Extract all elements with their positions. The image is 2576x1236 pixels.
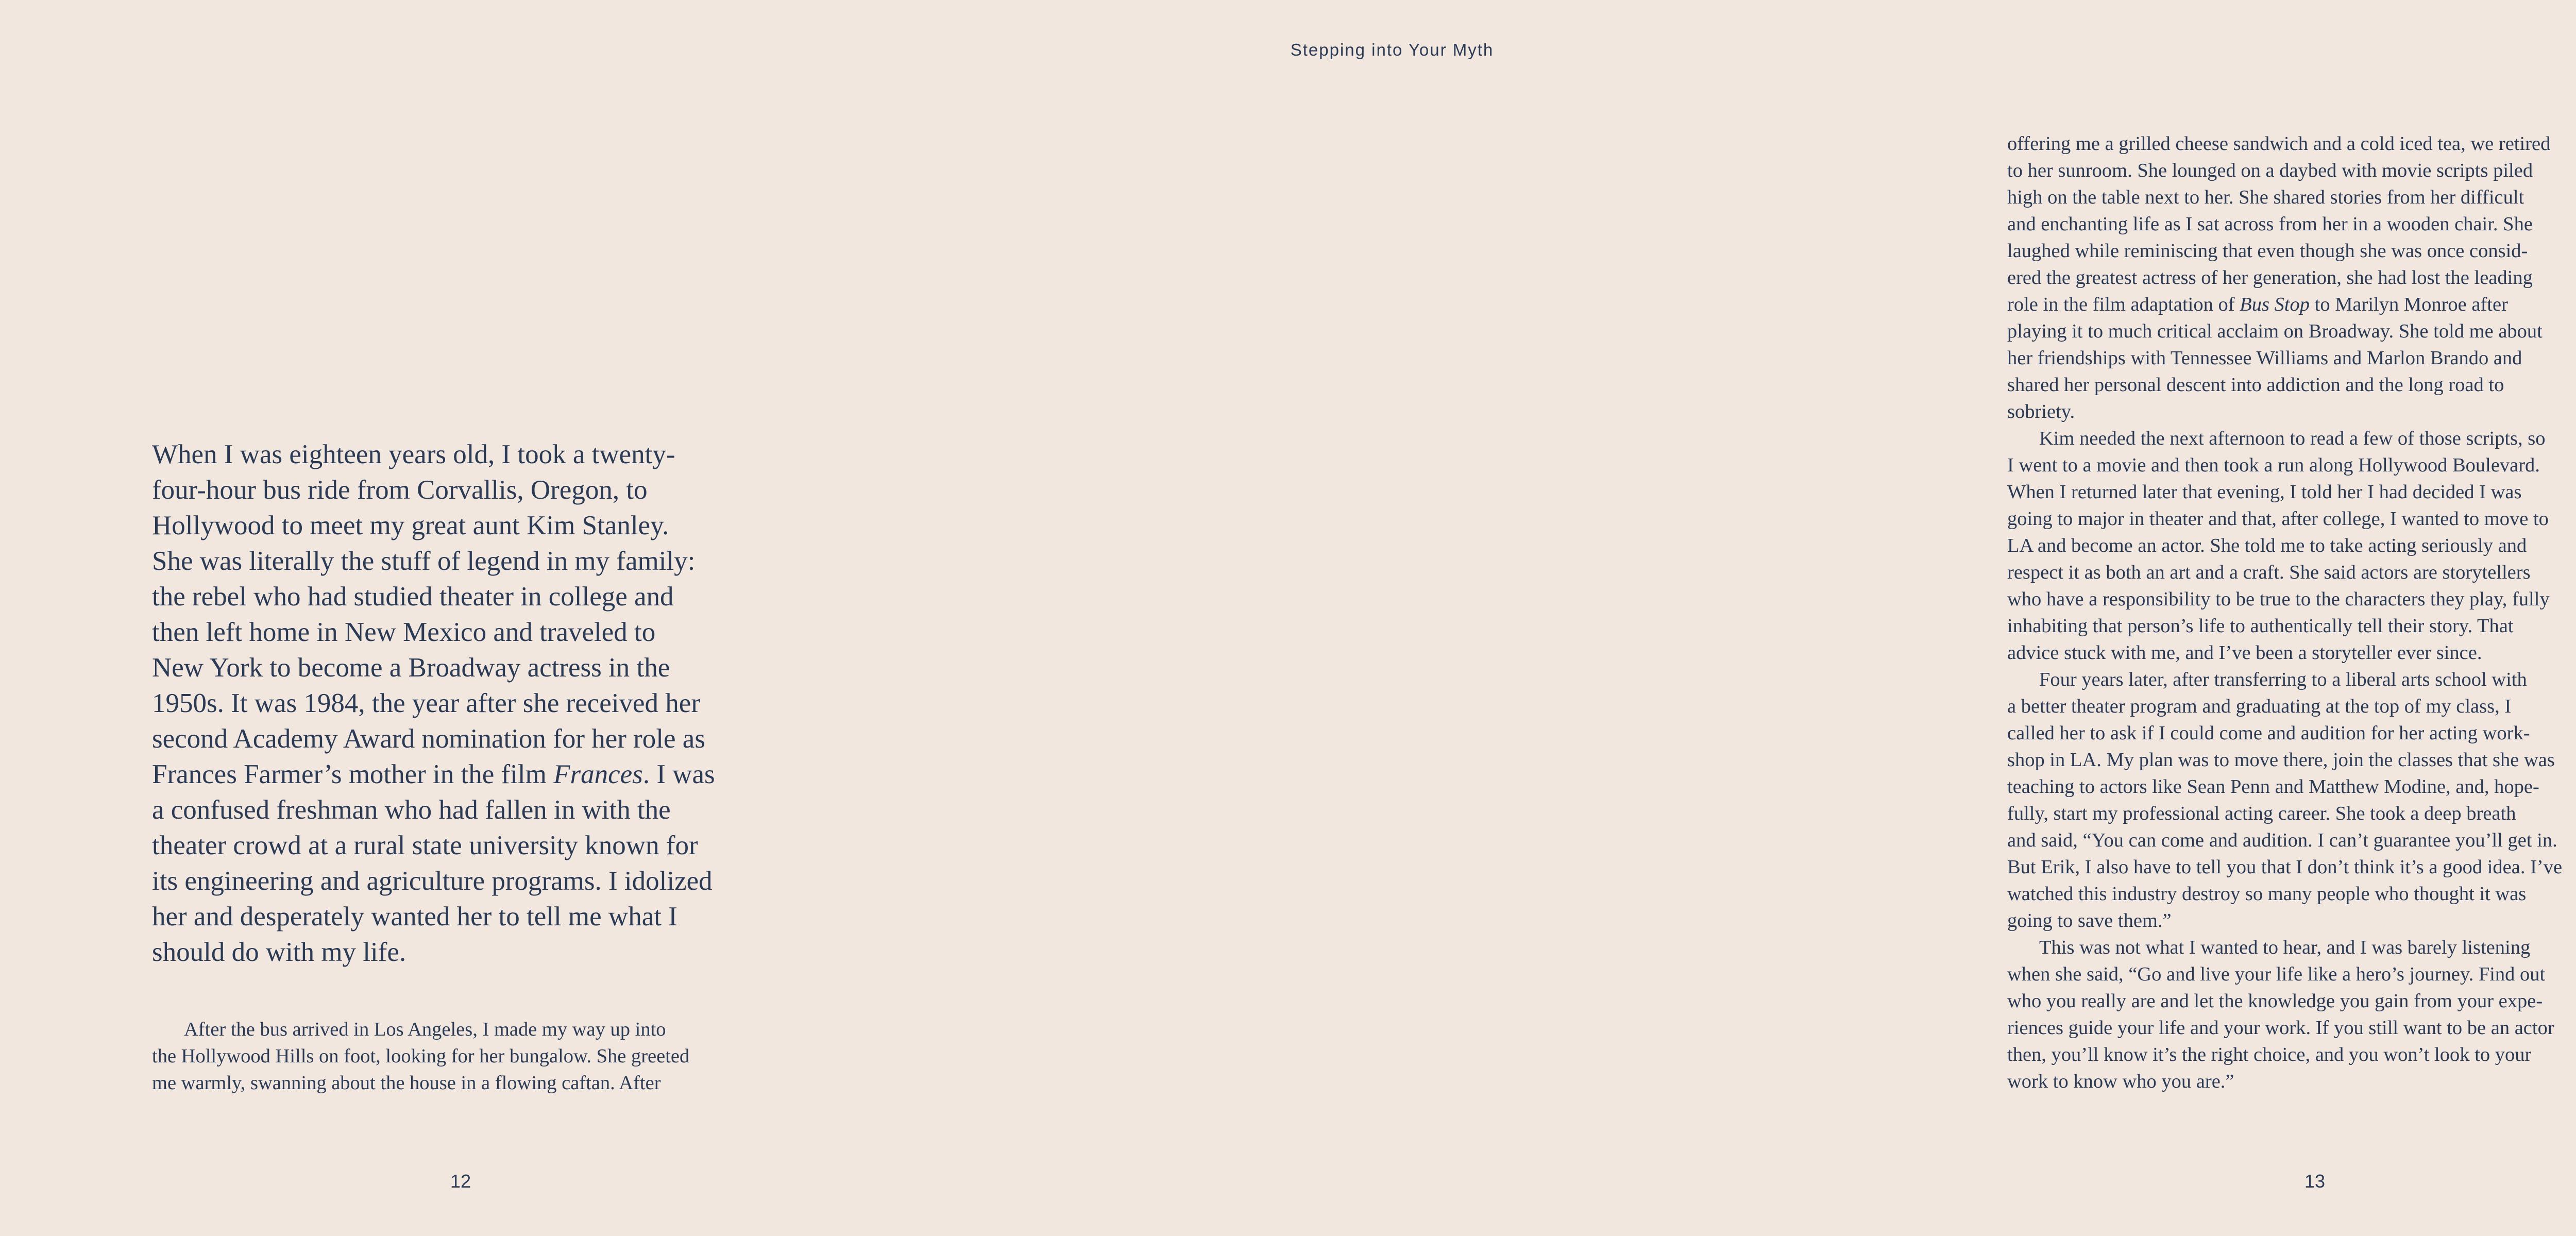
lead-line: 1950s. It was 1984, the year after she received her xyxy=(152,688,700,718)
body-line: fully, start my professional acting career. She took a deep breath xyxy=(2007,803,2516,824)
lead-line: four-hour bus ride from Corvallis, Oregon, to xyxy=(152,475,648,505)
lead-line: Frances Farmer’s mother in the film Frances. I was xyxy=(152,759,715,789)
body-line: and said, “You can come and audition. I can’t guarantee you’ll get in. xyxy=(2007,829,2557,851)
body-line: called her to ask if I could come and audition for her acting work- xyxy=(2007,722,2530,744)
body-line: who you really are and let the knowledge you gain from your expe- xyxy=(2007,990,2543,1012)
body-paragraph xyxy=(152,1016,765,1096)
body-line: playing it to much critical acclaim on Broadway. She told me about xyxy=(2007,320,2543,342)
body-line: offering me a grilled cheese sandwich and a cold iced tea, we retired xyxy=(2007,133,2551,155)
body-line: her friendships with Tennessee Williams and Marlon Brando and xyxy=(2007,347,2522,369)
lead-line: second Academy Award nomination for her role as xyxy=(152,724,705,754)
body-line: going to major in theater and that, after college, I wanted to move to xyxy=(2007,508,2549,530)
body-line: This was not what I wanted to hear, and I was barely listening xyxy=(2039,937,2531,958)
lead-line: Hollywood to meet my great aunt Kim Stanley. xyxy=(152,511,669,540)
lead-line: theater crowd at a rural state university known for xyxy=(152,831,698,860)
lead-line: New York to become a Broadway actress in the xyxy=(152,653,670,683)
body-line: going to save them.” xyxy=(2007,910,2172,932)
body-line: role in the film adaptation of Bus Stop to Marilyn Monroe after xyxy=(2007,294,2508,315)
body-line: shop in LA. My plan was to move there, join the classes that she was xyxy=(2007,749,2555,771)
body-line: to her sunroom. She lounged on a daybed with movie scripts piled xyxy=(2007,160,2533,181)
right-page xyxy=(928,0,2563,1236)
lead-line: should do with my life. xyxy=(152,937,406,967)
left-page xyxy=(0,0,928,1236)
body-line: me warmly, swanning about the house in a flowing caftan. After xyxy=(152,1072,661,1094)
body-line: Four years later, after transferring to a liberal arts school with xyxy=(2039,669,2527,690)
body-line: who have a responsibility to be true to the characters they play, fully xyxy=(2007,588,2550,610)
body-line: I went to a movie and then took a run along Hollywood Boulevard. xyxy=(2007,454,2540,476)
body-line: inhabiting that person’s life to authentically tell their story. That xyxy=(2007,615,2514,637)
body-line: when she said, “Go and live your life like a hero’s journey. Find out xyxy=(2007,963,2546,985)
body-line: laughed while reminiscing that even though she was once consid- xyxy=(2007,240,2528,262)
body-line: then, you’ll know it’s the right choice, and you won’t look to your xyxy=(2007,1044,2532,1065)
lead-line: When I was eighteen years old, I took a twenty- xyxy=(152,439,675,469)
body-line: But Erik, I also have to tell you that I don’t think it’s a good idea. I’ve xyxy=(2007,856,2563,878)
body-line: the Hollywood Hills on foot, looking for her bungalow. She greeted xyxy=(152,1045,690,1067)
body-line: Kim needed the next afternoon to read a few of those scripts, so xyxy=(2039,428,2546,449)
lead-line: its engineering and agriculture programs. I idolized xyxy=(152,866,713,896)
body-line: high on the table next to her. She shared stories from her difficult xyxy=(2007,187,2524,208)
body-line: work to know who you are.” xyxy=(2007,1071,2234,1092)
body-line: ered the greatest actress of her generation, she had lost the leading xyxy=(2007,267,2533,289)
body-line: advice stuck with me, and I’ve been a storyteller ever since. xyxy=(2007,642,2482,664)
body-line: riences guide your life and your work. If you still want to be an actor xyxy=(2007,1017,2554,1039)
lead-line: her and desperately wanted her to tell me what I xyxy=(152,902,677,932)
page-number: 12 xyxy=(450,1171,471,1192)
body-line: and enchanting life as I sat across from her in a wooden chair. She xyxy=(2007,213,2533,235)
body-text xyxy=(2007,130,2576,1095)
body-line: teaching to actors like Sean Penn and Matthew Modine, and, hope- xyxy=(2007,776,2539,798)
lead-line: She was literally the stuff of legend in my family: xyxy=(152,546,696,576)
body-line: When I returned later that evening, I told her I had decided I was xyxy=(2007,481,2522,503)
lead-line: then left home in New Mexico and traveled to xyxy=(152,617,656,647)
lead-paragraph xyxy=(152,437,770,970)
body-line: respect it as both an art and a craft. She said actors are storytellers xyxy=(2007,562,2531,583)
running-head: Stepping into Your Myth xyxy=(1290,40,1494,59)
italic-title: Bus Stop xyxy=(2240,294,2310,315)
body-line: watched this industry destroy so many people who thought it was xyxy=(2007,883,2527,905)
page-number: 13 xyxy=(2304,1171,2326,1192)
body-line: a better theater program and graduating at the top of my class, I xyxy=(2007,696,2512,717)
body-line: shared her personal descent into addiction and the long road to xyxy=(2007,374,2504,396)
italic-title: Frances xyxy=(553,759,643,789)
lead-line: the rebel who had studied theater in college and xyxy=(152,582,674,612)
body-line: sobriety. xyxy=(2007,401,2075,422)
lead-line: a confused freshman who had fallen in with the xyxy=(152,795,671,825)
body-line: LA and become an actor. She told me to take acting seriously and xyxy=(2007,535,2527,556)
body-line: After the bus arrived in Los Angeles, I made my way up into xyxy=(184,1019,666,1040)
